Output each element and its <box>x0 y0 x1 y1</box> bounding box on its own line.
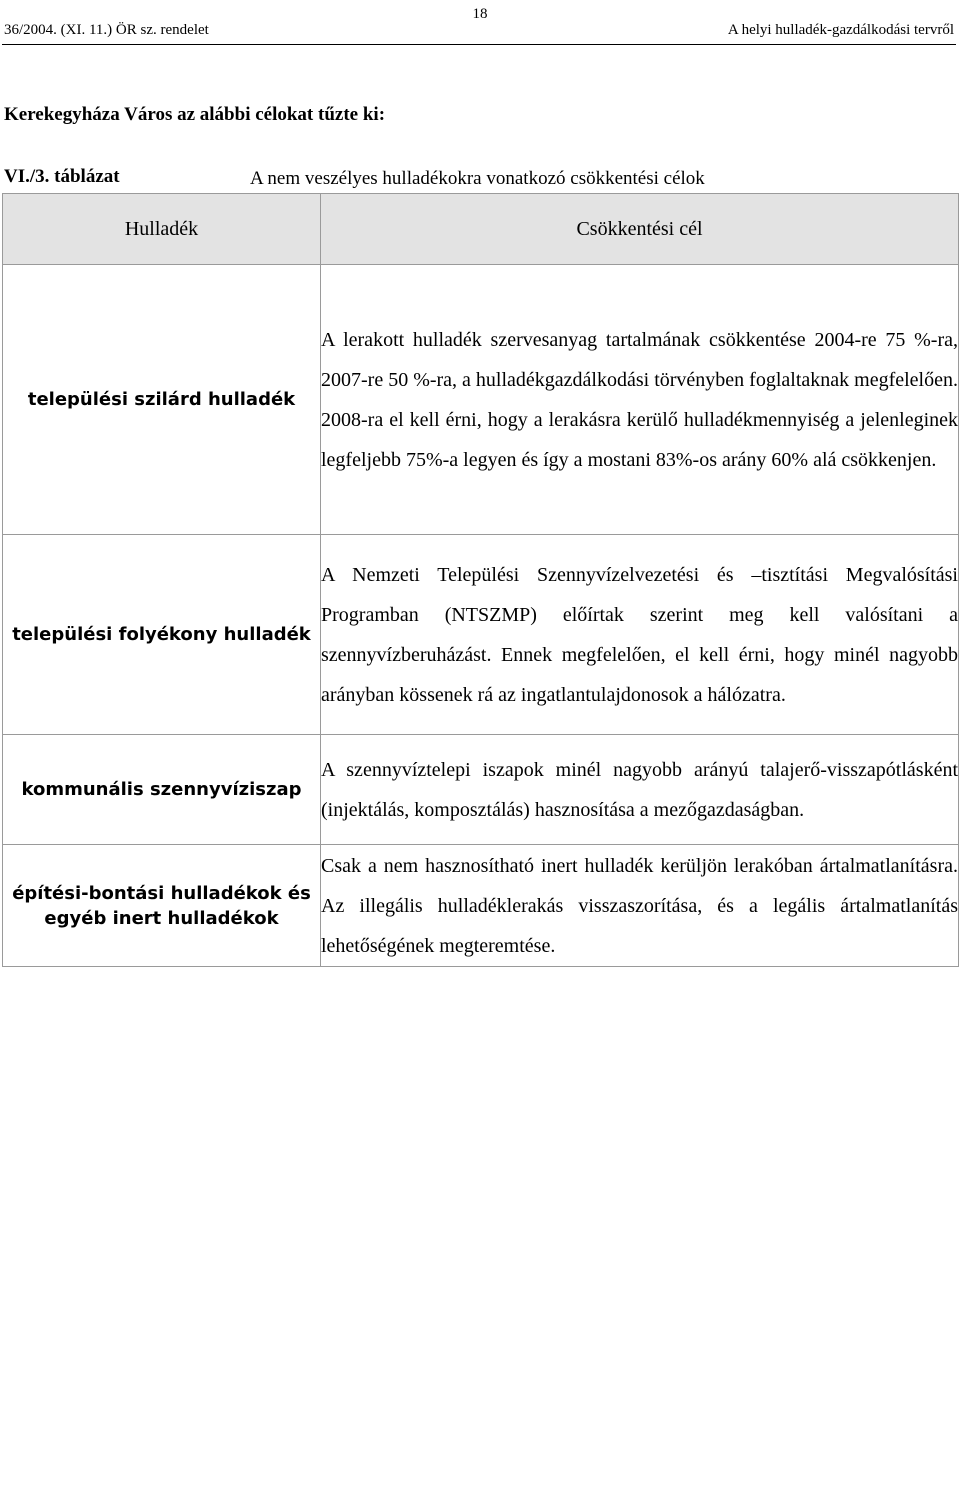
document-reference: 36/2004. (XI. 11.) ÖR sz. rendelet <box>4 22 209 38</box>
waste-type-cell: építési-bontási hulladékok és egyéb inert hulladékok <box>3 845 321 967</box>
waste-type-cell: kommunális szennyvíziszap <box>3 735 321 845</box>
goal-paragraph: 2008-ra el kell érni, hogy a lerakásra kerülő hulladékmennyiség a jelenleginek legfeljebb 75%-a legyen és így a mostani 83%-os arány 60% alá csökkenjen. <box>321 408 958 471</box>
table-row <box>3 265 959 535</box>
goal-cell <box>321 265 959 535</box>
table-row <box>3 535 959 735</box>
page-number: 18 <box>472 6 488 22</box>
goal-paragraph: A Nemzeti Települési Szennyvízelvezetési és –tisztítási Megvalósítási Programban (NTSZMP) előírtak szerint meg kell valósítani a szennyvízberuházást. Ennek megfelelően, el kell érni, hogy minél nagyobb arányban kössenek rá az ingatlantulajdonosok a hálózatra. <box>321 563 958 706</box>
intro-text: Kerekegyháza Város az alábbi célokat tűzte ki: <box>4 104 386 125</box>
table-number: VI./3. táblázat <box>4 166 120 187</box>
column-header-goal: Csökkentési cél <box>321 194 959 265</box>
goal-cell <box>321 845 959 967</box>
goal-paragraph: Csak a nem hasznosítható inert hulladék kerüljön lerakóban ártalmatlanításra. Az illegális hulladéklerakás visszaszorítása, és a legális ártalmatlanítás lehetőségének megteremtése. <box>321 854 958 957</box>
goal-paragraph: A lerakott hulladék szervesanyag tartalmának csökkentése 2004-re 75 %-ra, 2007-re 50 %-ra, a hulladékgazdálkodási törvényben foglaltaknak megfelelően. <box>321 328 958 391</box>
header-divider <box>2 44 956 45</box>
table-caption: A nem veszélyes hulladékokra vonatkozó csökkentési célok <box>250 168 705 189</box>
table-header-row <box>3 194 959 265</box>
goal-cell <box>321 535 959 735</box>
table-row <box>3 845 959 967</box>
column-header-waste: Hulladék <box>3 194 321 265</box>
goal-paragraph: A szennyvíztelepi iszapok minél nagyobb arányú talajerő-visszapótlásként (injektálás, komposztálás) hasznosítása a mezőgazdaságban. <box>321 758 958 821</box>
table-row <box>3 735 959 845</box>
goal-cell <box>321 735 959 845</box>
reduction-goals-table <box>2 193 959 967</box>
waste-type-cell: települési folyékony hulladék <box>3 535 321 735</box>
document-title: A helyi hulladék-gazdálkodási tervről <box>727 22 954 38</box>
waste-type-cell: települési szilárd hulladék <box>3 265 321 535</box>
